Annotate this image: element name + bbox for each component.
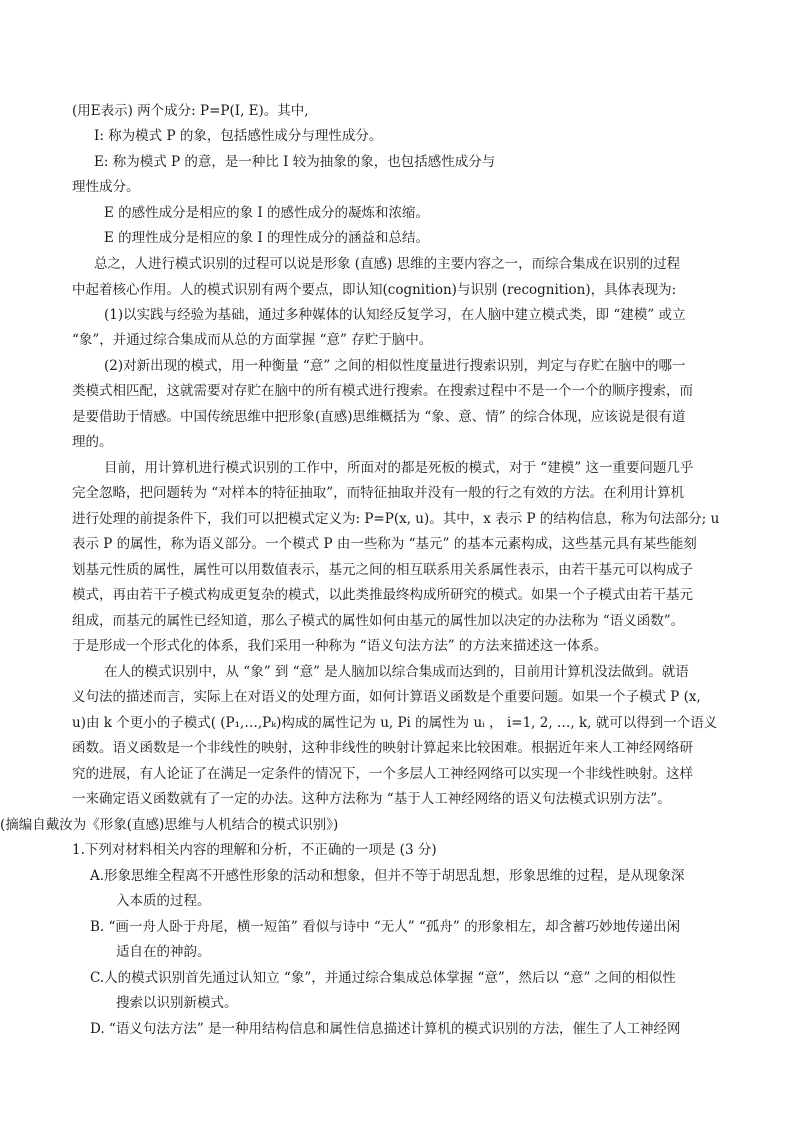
text-line: 于是形成一个形式化的体系，我们采用一种称为 “语义句法方法” 的方法来描述这一体系。 <box>72 638 608 654</box>
text-line: 在人的模式识别中，从 “象” 到 “意” 是人脑加以综合集成而达到的，目前用计算机没法做到。就语 <box>104 664 689 680</box>
text-line: 模式，再由若干子模式构成更复杂的模式，以此类推最终构成所研究的模式。如果一个子模式由若干基元 <box>72 587 693 603</box>
option-c-cont: 搜索以识别新模式。 <box>116 995 238 1011</box>
text-line: (2)对新出现的模式，用一种衡量 “意” 之间的相似性度量进行搜索识别，判定与存贮在脑中的哪一 <box>104 358 686 374</box>
text-line: 理的。 <box>72 434 113 450</box>
text-line: 组成，而基元的属性已经知道，那么子模式的属性如何由基元的属性加以决定的办法称为 “语义函数”。 <box>72 613 685 629</box>
text-line: I: 称为模式 P 的象，包括感性成分与理性成分。 <box>94 128 383 144</box>
text-line: 是要借助于情感。中国传统思维中把形象(直感)思维概括为 “象、意、情” 的综合体现，应该说是很有道 <box>72 409 686 425</box>
option-b: B. “画一舟人卧于舟尾，横一短笛” 看似与诗中 “无人” “孤舟” 的形象相左，却含蓄巧妙地传递出闲 <box>90 919 681 935</box>
text-line: (用E表示) 两个成分: P=P(I, E)。其中, <box>72 103 309 119</box>
text-line: 进行处理的前提条件下，我们可以把模式定义为: P=P(x, u)。其中，x 表示 P 的结构信息，称为句法部分; u <box>72 511 720 527</box>
text-line: 义句法的描述而言，实际上在对语义的处理方面，如何计算语义函数是个重要问题。如果一个子模式 P (x, <box>72 689 701 705</box>
text-line: 理性成分。 <box>72 179 140 195</box>
text-line: 一来确定语义函数就有了一定的办法。这种方法称为 “基于人工神经网络的语义句法模式识别方法”。 <box>72 791 671 807</box>
option-a: A.形象思维全程离不开感性形象的活动和想象，但并不等于胡思乱想，形象思维的过程，是从现象深 <box>90 868 685 884</box>
option-c: C.人的模式识别首先通过认知立 “象”，并通过综合集成总体掌握 “意”，然后以 “意” 之间的相似性 <box>90 970 676 986</box>
text-line: 总之，人进行模式识别的过程可以说是形象 (直感) 思维的主要内容之一，而综合集成在识别的过程 <box>94 256 681 272</box>
text-line: 函数。语义函数是一个非线性的映射，这种非线性的映射计算起来比较困难。根据近年来人工神经网络研 <box>72 740 693 756</box>
text-line: u)由 k 个更小的子模式( (P₁,…,Pₖ)构成的属性记为 u, Pi 的属性为 uᵢ ， i=1, 2, …, k, 就可以得到一个语义 <box>72 715 718 731</box>
option-d: D. “语义句法方法” 是一种用结构信息和属性信息描述计算机的模式识别的方法，催生了人工神经网 <box>90 1021 681 1037</box>
source-citation: (摘编自戴汝为《形象(直感)思维与人机结合的模式识别》) <box>0 817 339 833</box>
text-line: 究的进展，有人论证了在满足一定条件的情况下，一个多层人工神经网络可以实现一个非线性映射。这样 <box>72 766 693 782</box>
text-line: E: 称为模式 P 的意，是一种比 I 较为抽象的象，也包括感性成分与 <box>94 154 496 170</box>
text-line: E 的理性成分是相应的象 I 的理性成分的涵益和总结。 <box>104 230 430 246</box>
text-line: E 的感性成分是相应的象 I 的感性成分的凝炼和浓缩。 <box>104 205 430 221</box>
question-stem: 1.下列对材料相关内容的理解和分析，不正确的一项是 (3 分) <box>72 842 437 858</box>
text-line: 目前，用计算机进行模式识别的工作中，所面对的都是死板的模式，对于 “建模” 这一重要问题几乎 <box>104 460 694 476</box>
text-line: 划基元性质的属性，属性可以用数值表示，基元之间的相互联系用关系属性表示，由若干基元可以构成子 <box>72 562 693 578</box>
option-b-cont: 适自在的神韵。 <box>116 944 211 960</box>
text-line: “象”，并通过综合集成而从总的方面掌握 “意” 存贮于脑中。 <box>72 332 433 348</box>
text-line: 表示 P 的属性，称为语义部分。一个模式 P 由一些称为 “基元” 的基本元素构成，这些基元具有某些能刻 <box>72 536 697 552</box>
option-a-cont: 入本质的过程。 <box>116 893 211 909</box>
text-line: 中起着核心作用。人的模式识别有两个要点，即认知(cognition)与识别 (recognition)，具体表现为: <box>72 282 677 298</box>
text-line: 完全忽略，把问题转为 “对样本的特征抽取”，而特征抽取并没有一般的行之有效的方法。在利用计算机 <box>72 485 685 501</box>
text-line: 类模式相匹配，这就需要对存贮在脑中的所有模式进行搜索。在搜索过程中不是一个一个的顺序搜索，而 <box>72 383 693 399</box>
text-line: (1)以实践与经验为基础，通过多种媒体的认知经反复学习，在人脑中建立模式类，即 “建模” 或立 <box>104 307 686 323</box>
